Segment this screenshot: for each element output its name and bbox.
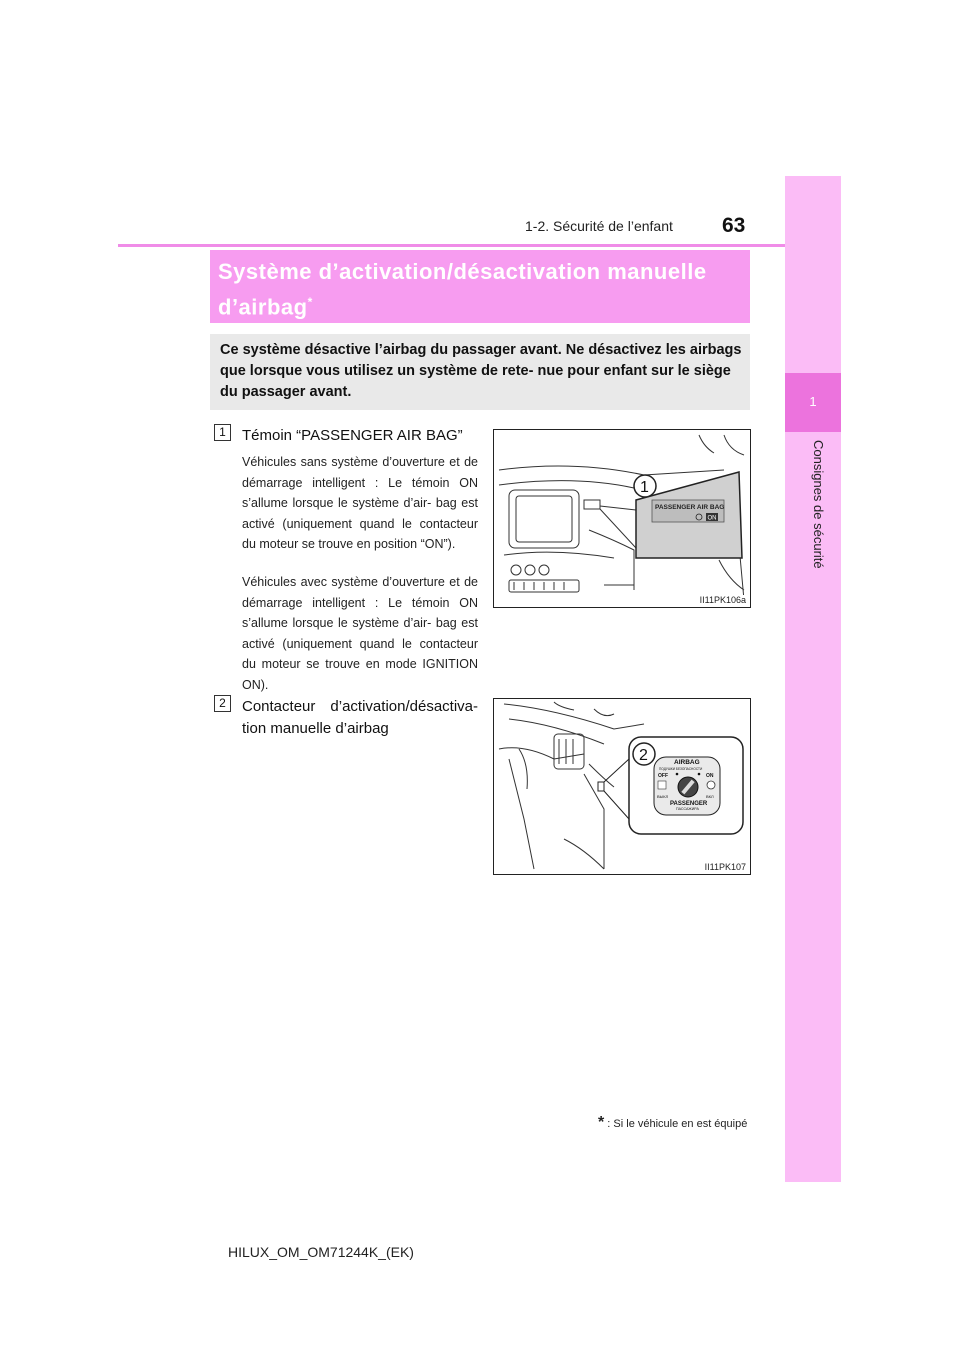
title-footnote-mark: *: [307, 295, 313, 309]
footer-document-code: HILUX_OM_OM71244K_(EK): [228, 1244, 414, 1260]
switch-bottom-label: PASSENGER: [670, 801, 708, 807]
item-1-paragraph-2: Véhicules avec système d’ouverture et de démarrage intelligent : Le témoin ON s’allume lorsque le système d’air- bag est activé (uniquement quand le contacteur du moteur se trouve en mode IGNITION ON).: [242, 575, 478, 692]
footnote-mark: *: [598, 1114, 605, 1131]
chapter-title: Consignes de sécurité: [811, 440, 826, 569]
chapter-number: 1: [809, 394, 817, 409]
glovebox-illustration: [494, 699, 750, 874]
figure-2-code: II11PK107: [704, 862, 746, 872]
switch-sub-label: ПОДУШКИ БЕЗОПАСНОСТИ: [659, 767, 703, 771]
intro-text: Ce système désactive l’airbag du passager avant. Ne désactivez les airbags que lorsque vous utilisez un système de rete- nue pour enfant sur le siège du passager avant.: [220, 342, 742, 400]
switch-off-label: OFF: [658, 773, 668, 779]
item-title-1: Témoin “PASSENGER AIR BAG”: [242, 427, 463, 444]
switch-off-ru: ВЫКЛ: [657, 794, 669, 799]
page-number: 63: [722, 214, 746, 237]
footnote: [598, 1114, 747, 1132]
page-title: [218, 257, 746, 322]
footnote-text: : Si le véhicule en est équipé: [607, 1118, 748, 1130]
switch-top-label: AIRBAG: [674, 759, 700, 766]
indicator-label: ON: [707, 515, 717, 522]
figure-1-code: II11PK106a: [699, 595, 746, 605]
page-title-text: Système d’activation/désactivation manuelle d’airbag: [218, 259, 707, 320]
panel-label: PASSENGER AIR BAG: [655, 504, 725, 511]
figure-airbag-switch: [493, 698, 751, 875]
item-title-2: Contacteur d’activation/désactiva- tion manuelle d’airbag: [242, 698, 478, 737]
section-reference: 1-2. Sécurité de l’enfant: [525, 218, 673, 234]
figure-1-callout: 1: [640, 479, 649, 496]
figure-2-callout: 2: [639, 747, 648, 764]
switch-on-ru: ВКЛ: [706, 794, 714, 799]
switch-bottom-ru: ПАССАЖИРА: [676, 807, 699, 811]
figure-passenger-airbag-indicator: [493, 429, 751, 608]
dashboard-illustration: [494, 430, 750, 607]
item-number-2: 2: [214, 695, 231, 712]
item-number-1: 1: [214, 424, 231, 441]
airbag-switch-panel: [654, 757, 720, 815]
item-1-paragraph-1: Véhicules sans système d’ouverture et de démarrage intelligent : Le témoin ON s’allume lorsque le système d’air- bag est activé (uniquement quand le contacteur du moteur se trouve en position “ON”).: [242, 455, 478, 551]
switch-on-label: ON: [706, 773, 714, 779]
header-rule: [118, 244, 840, 247]
